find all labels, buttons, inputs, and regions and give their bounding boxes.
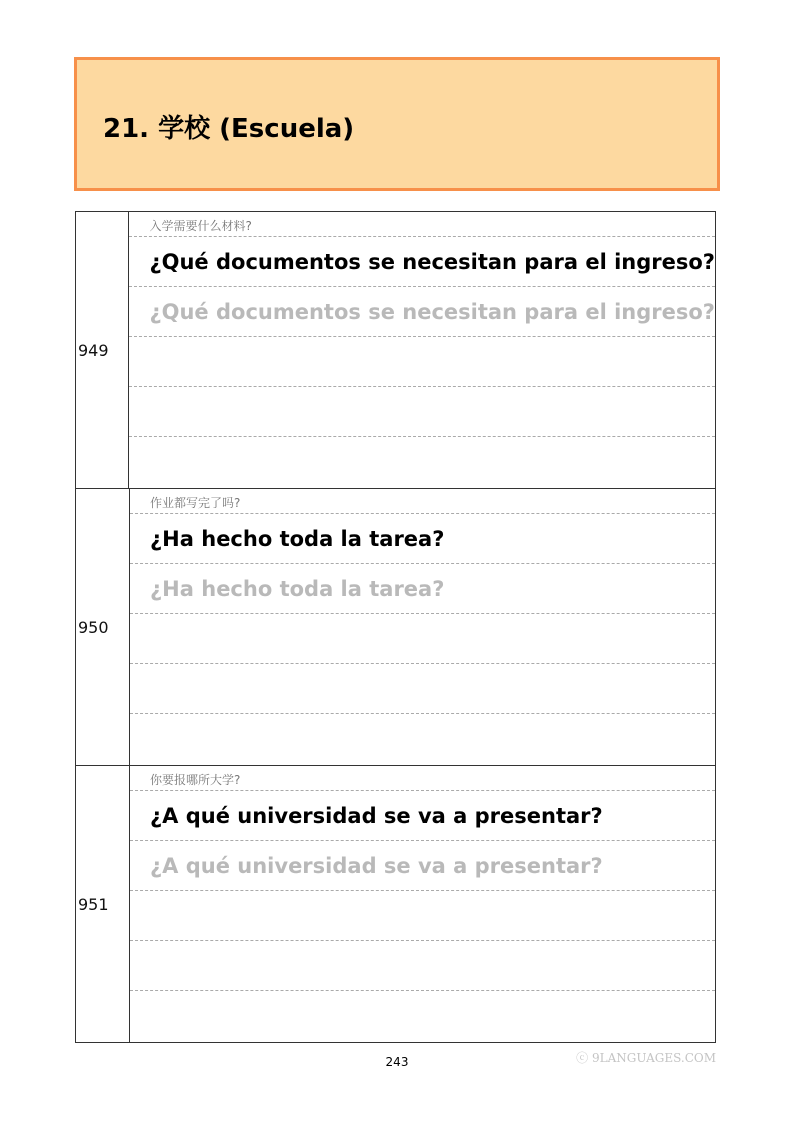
- blank-writing-line: [130, 714, 715, 765]
- example-sentence: ¿Qué documentos se necesitan para el ingreso?: [129, 237, 715, 287]
- trace-sentence: ¿A qué universidad se va a presentar?: [130, 841, 715, 891]
- blank-writing-line: [130, 891, 715, 941]
- practice-entry: [75, 211, 716, 489]
- chapter-title: 21. 学校 (Escuela): [103, 114, 355, 144]
- writing-lines: [129, 212, 716, 488]
- example-sentence: ¿Ha hecho toda la tarea?: [130, 514, 715, 564]
- blank-writing-line: [129, 437, 715, 488]
- blank-writing-line: [130, 614, 715, 664]
- entry-number: 949: [75, 212, 129, 488]
- writing-lines: [130, 489, 716, 765]
- practice-entry: [75, 489, 716, 766]
- blank-writing-line: [130, 991, 715, 1042]
- chinese-hint: 你要报哪所大学?: [130, 766, 715, 791]
- chinese-hint: 作业都写完了吗?: [130, 489, 715, 514]
- chinese-hint: 入学需要什么材料?: [129, 212, 715, 237]
- blank-writing-line: [130, 664, 715, 714]
- entry-number: 951: [75, 766, 130, 1042]
- practice-sheet: [75, 211, 716, 1043]
- blank-writing-line: [129, 337, 715, 387]
- chapter-title-box: [74, 57, 720, 191]
- trace-sentence: ¿Qué documentos se necesitan para el ingreso?: [129, 287, 715, 337]
- copyright-notice: ⓒ 9LANGUAGES.COM: [576, 1051, 716, 1065]
- blank-writing-line: [129, 387, 715, 437]
- trace-sentence: ¿Ha hecho toda la tarea?: [130, 564, 715, 614]
- blank-writing-line: [130, 941, 715, 991]
- practice-entry: [75, 766, 716, 1043]
- example-sentence: ¿A qué universidad se va a presentar?: [130, 791, 715, 841]
- page-number: 243: [385, 1055, 409, 1069]
- writing-lines: [130, 766, 716, 1042]
- entry-number: 950: [75, 489, 130, 765]
